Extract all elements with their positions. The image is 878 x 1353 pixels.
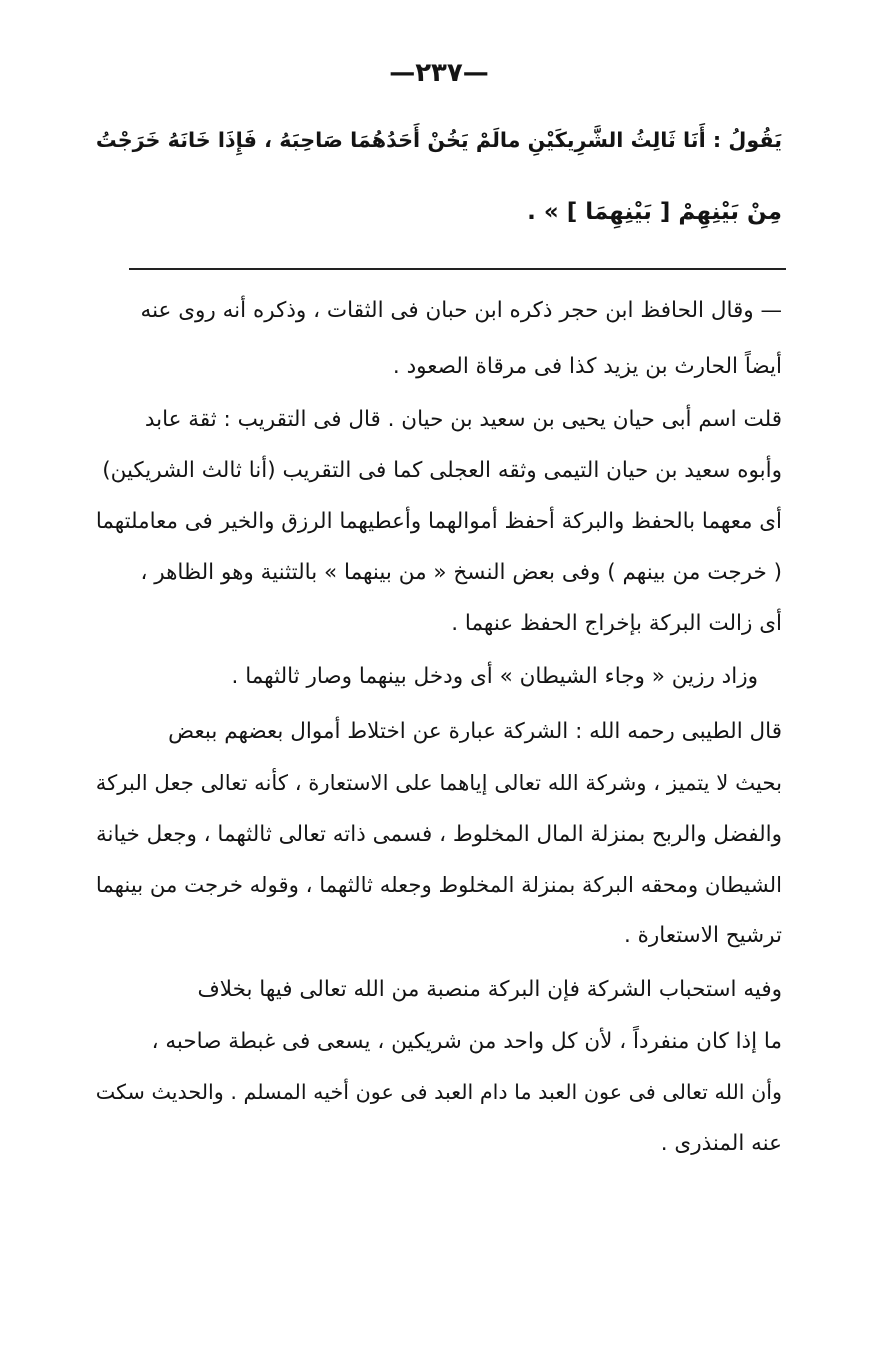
commentary-line: بحيث لا يتميز ، وشركة الله تعالى إياهما على الاستعارة ، كأنه تعالى جعل البركة [95,771,782,796]
commentary-line: عنه المنذرى . [660,1131,782,1156]
commentary-line: الشيطان ومحقه البركة بمنزلة المخلوط وجعله ثالثهما ، وقوله خرجت من بينهما [95,873,782,898]
commentary-line: أى معهما بالحفظ والبركة أحفظ أموالهما وأعطيهما الرزق والخير فى معاملتهما [95,509,782,534]
commentary-line: قلت اسم أبى حيان يحيى بن سعيد بن حيان . قال فى التقريب : ثقة عابد [144,407,782,432]
divider-rule [129,268,786,270]
commentary-line: أيضاً الحارث بن يزيد كذا فى مرقاة الصعود . [392,354,782,379]
commentary-line: وأبوه سعيد بن حيان التيمى وثقه العجلى كما فى التقريب (أنا ثالث الشريكين) [102,458,782,483]
commentary-line: ترشيح الاستعارة . [623,923,782,948]
hadith-line: مِنْ بَيْنِهِمْ [ بَيْنِهِمَا ] » . [527,199,782,225]
hadith-line: يَقُولُ : أَنَا ثَالِثُ الشَّرِيكَيْنِ مالَمْ يَخُنْ أَحَدُهُمَا صَاحِبَهُ ، فَإِذَا خَانَهُ خَرَجْتُ [95,128,782,152]
commentary-line: ما إذا كان منفرداً ، لأن كل واحد من شريكين ، يسعى فى غبطة صاحبه ، [151,1029,782,1054]
commentary-line: ( خرجت من بينهم ) وفى بعض النسخ « من بينهما » بالتثنية وهو الظاهر ، [140,560,782,585]
commentary-line: أى زالت البركة بإخراج الحفظ عنهما . [451,611,782,636]
commentary-line: قال الطيبى رحمه الله : الشركة عبارة عن اختلاط أموال بعضهم ببعض [168,719,782,744]
commentary-line: وفيه استحباب الشركة فإن البركة منصبة من الله تعالى فيها بخلاف [197,977,782,1002]
commentary-line: — وقال الحافظ ابن حجر ذكره ابن حبان فى الثقات ، وذكره أنه روى عنه [140,298,782,323]
commentary-line: والفضل والربح بمنزلة المال المخلوط ، فسمى ذاته تعالى ثالثهما ، وجعل خيانة [95,822,782,847]
commentary-line: وأن الله تعالى فى عون العبد ما دام العبد فى عون أخيه المسلم . والحديث سكت [95,1080,782,1104]
page-number: —٢٣٧— [389,58,489,88]
commentary-line: وزاد رزين « وجاء الشيطان » أى ودخل بينهما وصار ثالثهما . [231,664,758,689]
